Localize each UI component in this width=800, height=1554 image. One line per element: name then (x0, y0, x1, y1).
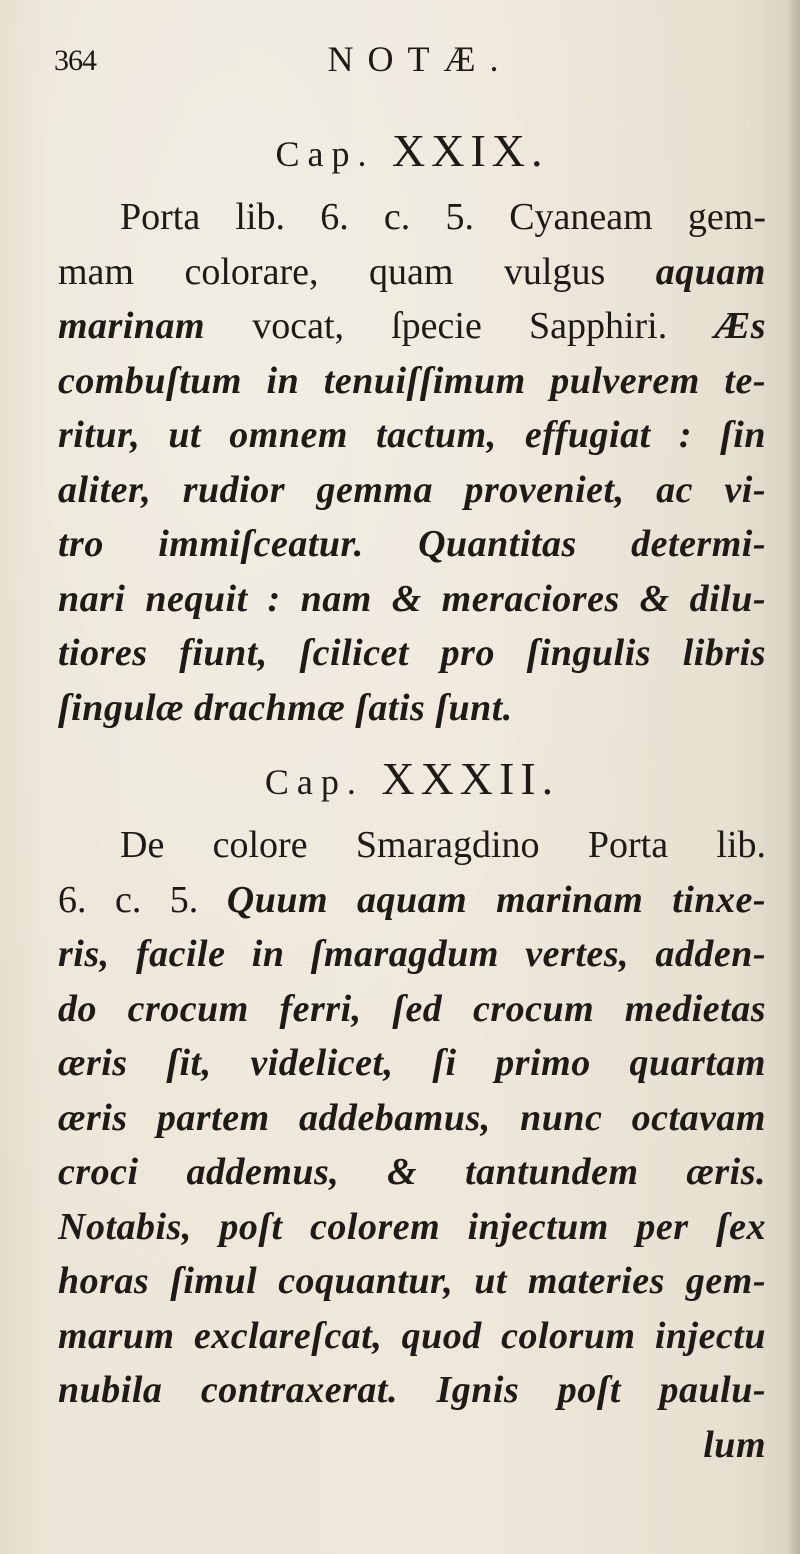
chapter-heading-cap: Cap. (275, 134, 375, 174)
text-line (58, 1145, 766, 1200)
text-line (58, 1418, 766, 1473)
italic-text-segment: æris partem addebamus, nunc octavam (58, 1096, 766, 1139)
text-line (58, 1363, 766, 1418)
italic-text-segment: aliter, rudior gemma proveniet, ac vi- (58, 468, 766, 511)
roman-text-segment: Porta lib. 6. c. 5. Cyaneam gem- (120, 196, 766, 238)
italic-text-segment: combuſtum in tenuiſſimum pulverem te- (58, 359, 766, 402)
roman-text-segment: De colore Smaragdino Porta lib. (120, 824, 766, 866)
chapter-32-text (58, 818, 766, 1472)
text-line (58, 517, 766, 572)
italic-text-segment: horas ſimul coquantur, ut materies gem- (58, 1260, 766, 1302)
italic-text-segment: lum (703, 1423, 766, 1466)
italic-text-segment: nari nequit : nam & meraciores & dilu- (58, 577, 766, 620)
page-number: 364 (54, 44, 96, 77)
running-head: NOTÆ. (327, 39, 513, 79)
text-line (58, 1091, 766, 1146)
text-line (58, 1036, 766, 1091)
text-line (58, 354, 766, 409)
roman-text-segment: vocat, ſpecie Sapphiri. (205, 305, 715, 347)
roman-text-segment: 6. c. 5. (58, 878, 227, 921)
text-line (58, 681, 766, 736)
italic-text-segment: Quum aquam marinam tinxe- (226, 878, 766, 921)
italic-text-segment: do crocum ferri, ſed crocum medietas (58, 987, 766, 1030)
text-line (58, 299, 766, 354)
chapter-heading-29 (0, 124, 800, 177)
italic-text-segment: Æs (714, 305, 766, 347)
italic-text-segment: aquam (655, 250, 766, 293)
chapter-heading-cap: Cap. (264, 762, 364, 802)
italic-text-segment: marinam (58, 305, 206, 347)
text-line (58, 1200, 766, 1255)
text-line (58, 982, 766, 1037)
text-line (58, 190, 766, 245)
italic-text-segment: croci addemus, & tantundem æris. (58, 1151, 766, 1193)
text-line (58, 572, 766, 627)
chapter-heading-number: XXXII. (381, 753, 560, 804)
text-line (58, 1309, 766, 1364)
roman-text-segment: mam colorare, quam vulgus (58, 250, 656, 293)
italic-text-segment: ſingulæ drachmæ ſatis ſunt. (58, 686, 513, 729)
text-line (58, 463, 766, 518)
text-line (58, 818, 766, 873)
text-line (58, 1254, 766, 1309)
italic-text-segment: tro immiſceatur. Quantitas determi- (58, 523, 766, 565)
page-header (0, 36, 800, 86)
chapter-heading-number: XXIX. (392, 125, 549, 176)
italic-text-segment: ris, facile in ſmaragdum vertes, adden- (58, 933, 766, 975)
chapter-heading-32 (0, 752, 800, 805)
text-line (58, 873, 766, 928)
text-line (58, 626, 766, 681)
italic-text-segment: marum exclareſcat, quod colorum injectu (58, 1314, 766, 1357)
italic-text-segment: tiores fiunt, ſcilicet pro ſingulis libris (58, 632, 766, 674)
chapter-29-text (58, 190, 766, 735)
text-line (58, 408, 766, 463)
text-line (58, 927, 766, 982)
italic-text-segment: nubila contraxerat. Ignis poſt paulu- (58, 1369, 766, 1411)
text-line (58, 245, 766, 300)
italic-text-segment: Notabis, poſt colorem injectum per ſex (58, 1205, 766, 1248)
italic-text-segment: ritur, ut omnem tactum, effugiat : ſin (58, 414, 766, 456)
italic-text-segment: æris ſit, videlicet, ſi primo quartam (58, 1042, 766, 1084)
